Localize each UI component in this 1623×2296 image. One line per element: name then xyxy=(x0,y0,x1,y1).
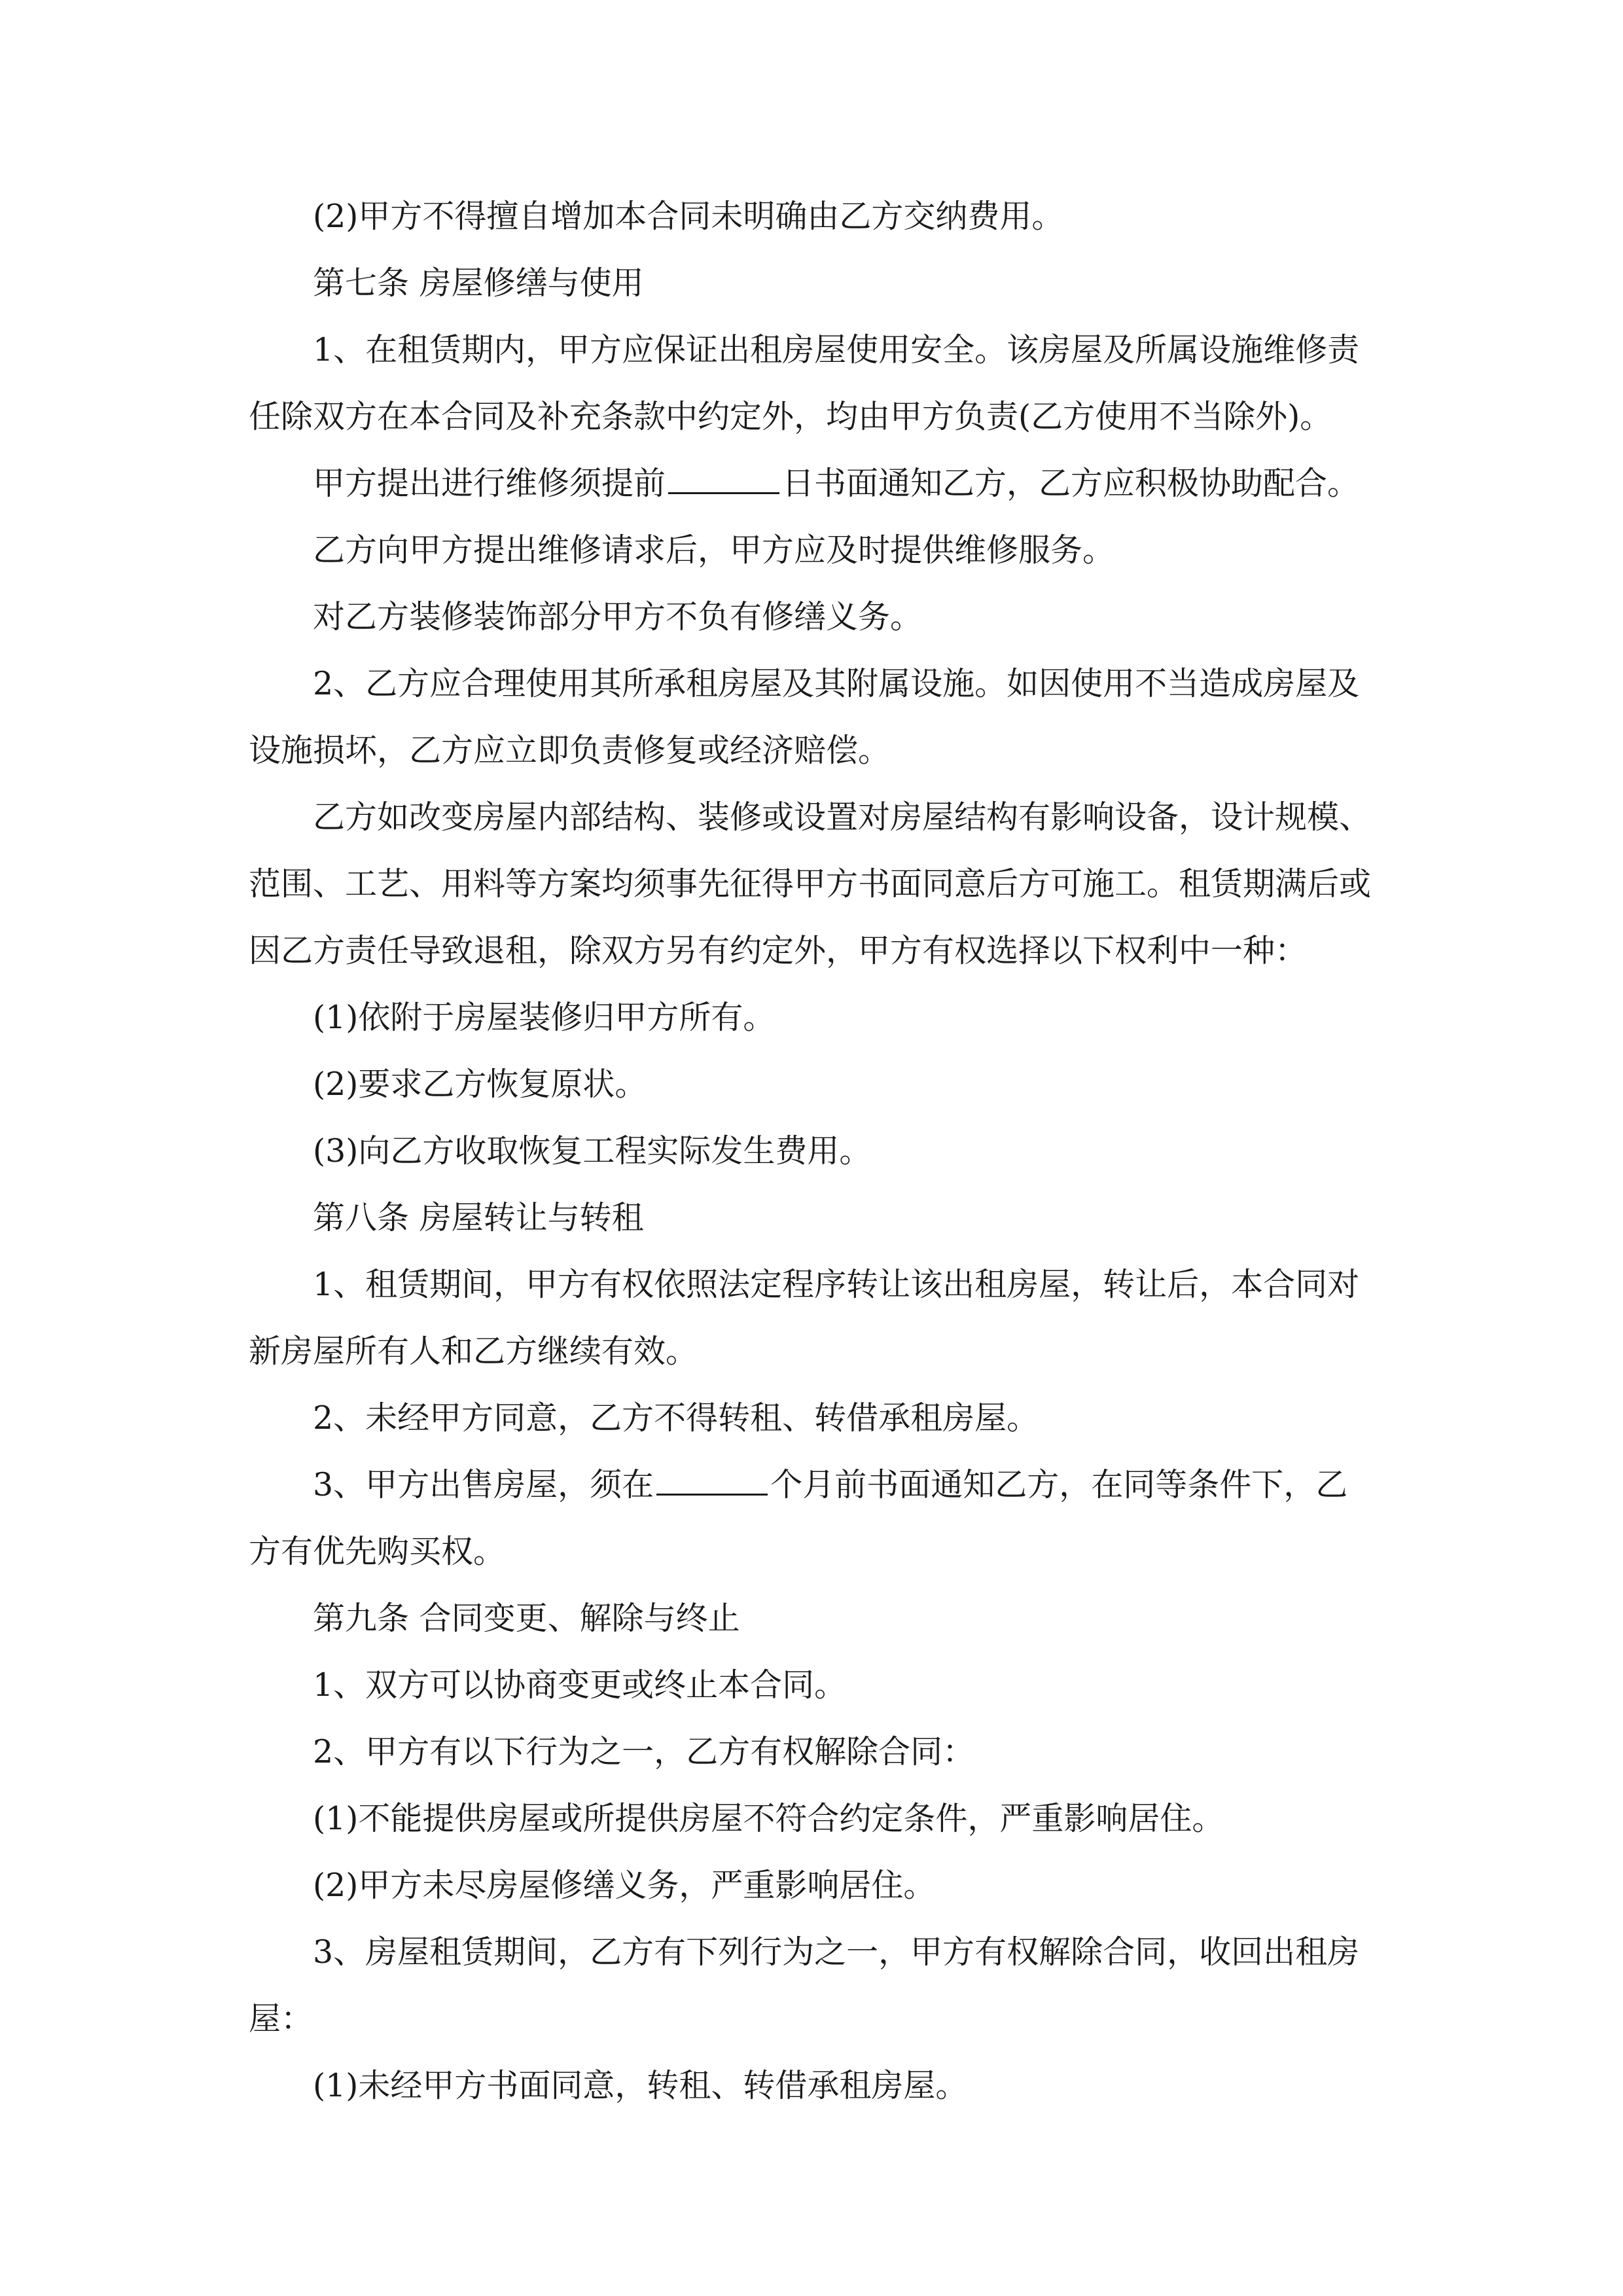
clause-paragraph: (3)向乙方收取恢复工程实际发生费用。 xyxy=(313,1132,872,1170)
clause-text: 日书面通知乙方，乙方应积极协助配合。 xyxy=(782,465,1360,502)
clause-paragraph: 乙方向甲方提出维修请求后，甲方应及时提供维修服务。 xyxy=(313,531,1115,569)
clause-paragraph: 2、未经甲方同意，乙方不得转租、转借承租房屋。 xyxy=(313,1399,1039,1437)
clause-paragraph: 1、在租赁期内，甲方应保证出租房屋使用安全。该房屋及所属设施维修责任除双方在本合同及补充条款中约定外，均由甲方负责(乙方使用不当除外)。 xyxy=(249,331,1360,435)
clause-text: 甲方提出进行维修须提前 xyxy=(313,465,666,502)
document-page xyxy=(249,183,1374,2104)
clause-paragraph: (2)要求乙方恢复原状。 xyxy=(313,1066,647,1103)
article-7-heading: 第七条 房屋修缮与使用 xyxy=(313,264,644,302)
clause-paragraph: 2、甲方有以下行为之一，乙方有权解除合同： xyxy=(313,1733,975,1770)
clause-paragraph: 1、租赁期间，甲方有权依照法定程序转让该出租房屋，转让后，本合同对新房屋所有人和乙方继续有效。 xyxy=(249,1266,1360,1370)
article-8-heading: 第八条 房屋转让与转租 xyxy=(313,1199,644,1236)
clause-paragraph: (1)未经甲方书面同意，转租、转借承租房屋。 xyxy=(313,2067,968,2104)
clause-paragraph: 对乙方装修装饰部分甲方不负有修缮义务。 xyxy=(313,598,923,636)
clause-paragraph: 1、双方可以协商变更或终止本合同。 xyxy=(313,1666,847,1704)
fill-in-blank xyxy=(656,1467,768,1496)
article-9-heading: 第九条 合同变更、解除与终止 xyxy=(313,1600,740,1637)
clause-paragraph: 乙方如改变房屋内部结构、装修或设置对房屋结构有影响设备，设计规模、范围、工艺、用料等方案均须事先征得甲方书面同意后方可施工。租赁期满后或因乙方责任导致退租，除双方另有约定外，甲方有权选择以下权利中一种： xyxy=(249,798,1372,969)
clause-paragraph-with-blank xyxy=(249,450,1374,517)
clause-paragraph: (1)不能提供房屋或所提供房屋不符合约定条件，严重影响居住。 xyxy=(313,1800,1224,1837)
clause-paragraph: (2)甲方不得擅自增加本合同未明确由乙方交纳费用。 xyxy=(313,198,1064,235)
clause-paragraph: 3、房屋租赁期间，乙方有下列行为之一，甲方有权解除合同，收回出租房屋： xyxy=(249,1933,1360,2037)
clause-text: 3、甲方出售房屋，须在 xyxy=(313,1466,654,1503)
clause-paragraph-with-blank xyxy=(249,1452,1374,1585)
clause-paragraph: (1)依附于房屋装修归甲方所有。 xyxy=(313,999,776,1036)
clause-text: 个月前书面通知乙方，在同等条件下，乙方有优先购买权。 xyxy=(249,1466,1348,1570)
fill-in-blank xyxy=(668,466,779,494)
clause-paragraph: 2、乙方应合理使用其所承租房屋及其附属设施。如因使用不当造成房屋及设施损坏，乙方应立即负责修复或经济赔偿。 xyxy=(249,665,1360,769)
clause-paragraph: (2)甲方未尽房屋修缮义务，严重影响居住。 xyxy=(313,1867,936,1904)
